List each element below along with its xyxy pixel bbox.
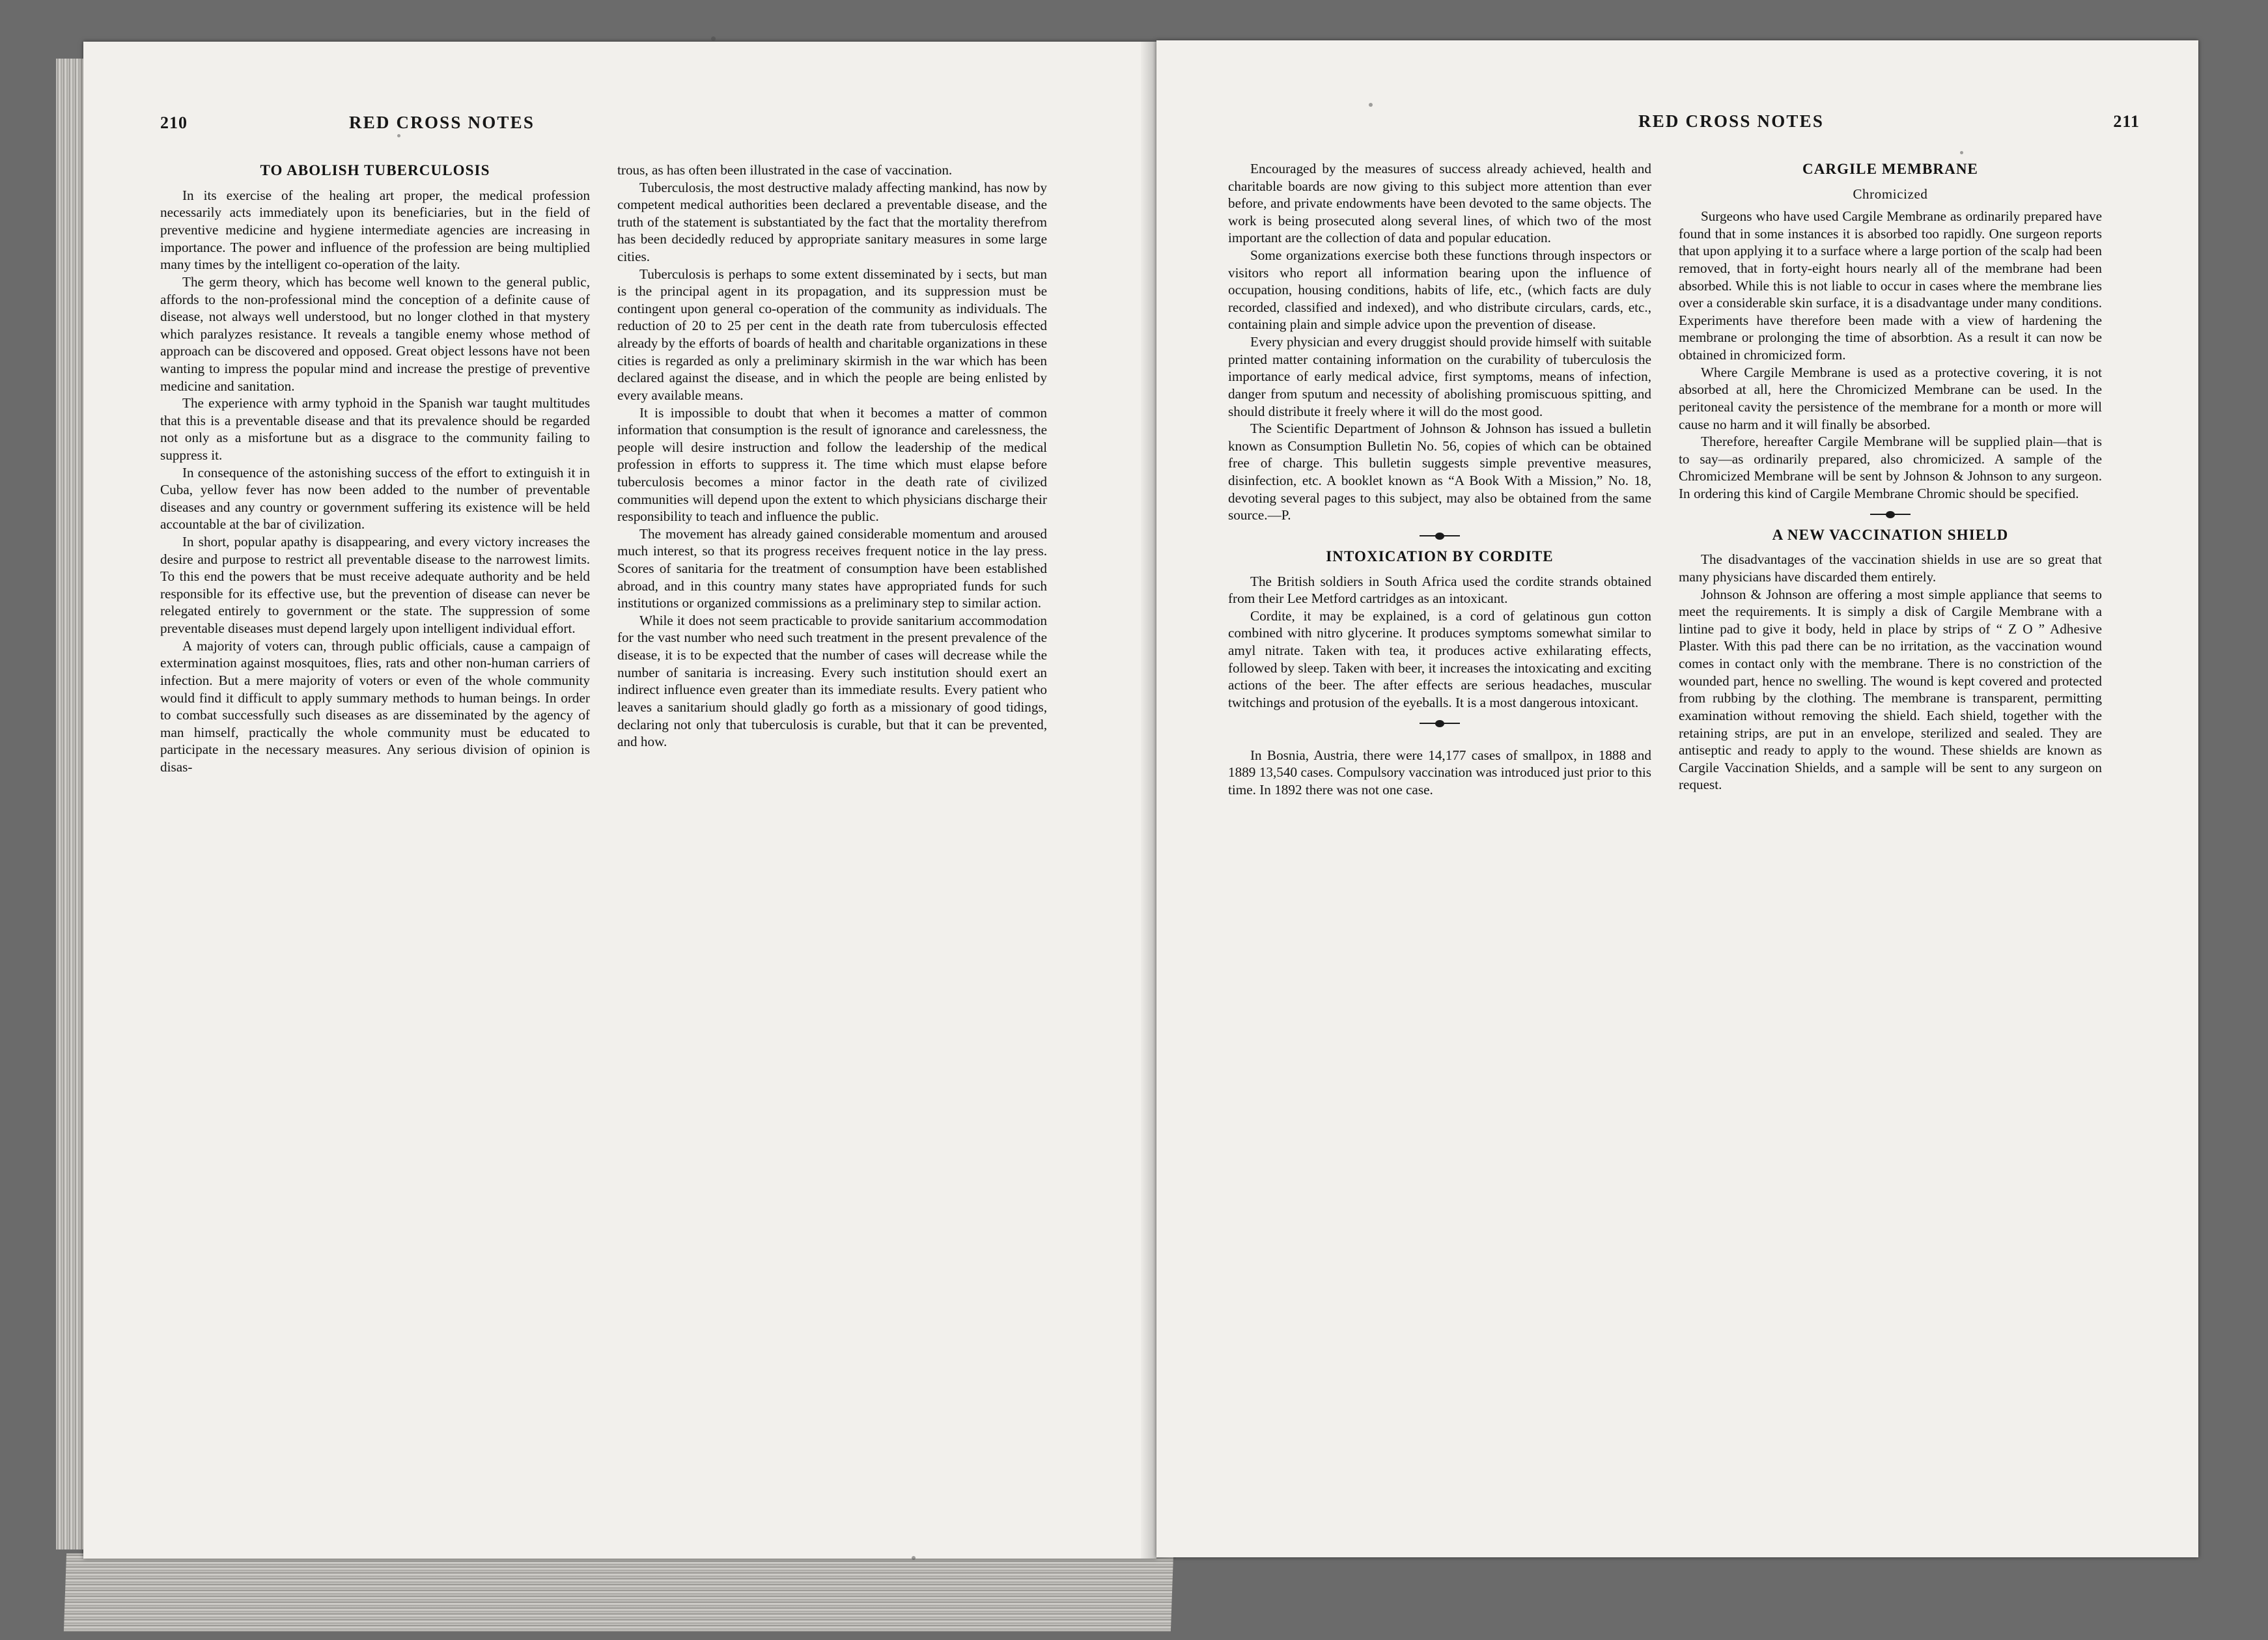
page-right-columns — [1228, 160, 2140, 798]
paragraph: Encouraged by the measures of success already achieved, health and charitable boards are now giving to this subject more attention than ever before, and private endowments have been devoted to the same objects. The work is being prosecuted along several lines, of which two of the most important are the collection of data and popular education. — [1228, 161, 1651, 246]
paragraph: The Scientific Department of Johnson & Johnson has issued a bulletin known as Consumption Bulletin No. 56, copies of which can be obtained free of charge. This bulletin suggests simple preventive measures, disinfection, etc. A booklet known as “A Book With a Mission,” No. 18, devoting several pages to this subject, may also be obtained from the same source.—P. — [1228, 421, 1651, 523]
paragraph: The experience with army typhoid in the Spanish war taught multitudes that this is a preventable disease and that its prevalence should be regarded not only as a misfortune but as a disgrace to the community failing to suppress it. — [160, 395, 590, 463]
paragraph: In its exercise of the healing art proper, the medical profession necessarily acts immediately upon its beneficiaries, but in the field of preventive medicine and hygiene intermediate agencies are increasing in importance. The power and influence of the profession are being multiplied many times by the intelligent co-operation of the laity. — [160, 187, 590, 273]
column-right-1 — [1228, 160, 1651, 798]
section-heading-abolish-tuberculosis: TO ABOLISH TUBERCULOSIS — [260, 162, 490, 178]
page-edge-stack-left — [56, 59, 86, 1550]
paragraph: Where Cargile Membrane is used as a protective covering, it is not absorbed at all, here the Chromicized Membrane can be used. In the peritoneal cavity the persistence of the membrane for a month or more will cause no harm and it will finally be absorbed. — [1679, 364, 2102, 432]
paragraph: The disadvantages of the vaccination shields in use are so great that many physicians have discarded them entirely. — [1679, 551, 2102, 585]
running-head-right: RED CROSS NOTES — [1638, 111, 1825, 131]
paragraph: The British soldiers in South Africa used the cordite strands obtained from their Lee Metford cartridges as an intoxicant. — [1228, 573, 1651, 607]
paragraph: In Bosnia, Austria, there were 14,177 cases of smallpox, in 1888 and 1889 13,540 cases. Compulsory vaccination was introduced just prior to this time. In 1892 there was not one case. — [1228, 747, 1651, 798]
paragraph: Surgeons who have used Cargile Membrane as ordinarily prepared have found that in some instances it is absorbed too rapidly. One surgeon reports that upon applying it to a surface where a large portion of the scalp had been removed, that in forty-eight hours nearly all of the membrane had been absorbed. While this is not liable to occur in cases where the membrane lies over a considerable skin surface, it is a disadvantage under many conditions. Experiments have therefore been made with a view of hardening the membrane or prolonging the time of absorbtion. As a result it can now be obtained in chromicized form. — [1679, 208, 2102, 363]
scan-speck — [711, 36, 716, 41]
paragraph: Tuberculosis, the most destructive malady affecting mankind, has now by competent medical authorities been declared a preventable disease, and the truth of the statement is substantiated by the fact that the mortality therefrom has been decidedly reduced by appropriate sanitary measures in some large cities. — [617, 179, 1047, 265]
scan-speck — [397, 134, 400, 137]
page-right — [1156, 40, 2198, 1557]
paragraph: The movement has already gained considerable momentum and aroused much interest, so that its progress receives frequent notice in the lay press. Scores of sanitaria for the treatment of consumption have been established abroad, and in this country many states have appropriated funds for such institutions or organized commissions as a preliminary step to similar action. — [617, 525, 1047, 611]
page-left-columns — [160, 161, 1085, 776]
section-divider-ornament — [1420, 533, 1460, 539]
section-divider-ornament — [1870, 511, 1911, 518]
column-left-2 — [617, 161, 1047, 776]
page-right-header — [1228, 112, 2140, 132]
paragraph: In consequence of the astonishing success of the effort to extinguish it in Cuba, yellow fever has now been added to the number of preventable diseases and any country or government suffering its existence will be held accountable at the bar of civilization. — [160, 464, 590, 533]
page-right-content — [1228, 112, 2140, 1492]
paragraph: The germ theory, which has become well known to the general public, affords to the non-professional mind the conception of a definite cause of disease, not always well understood, but no longer clothed in that mystery which paralyzes resistance. It reveals a tangible enemy whose method of approach can be discovered and opposed. Great object lessons have not been wanting to impress the popular mind and increase the prestige of preventive medicine and sanitation. — [160, 273, 590, 394]
paragraph: Every physician and every druggist should provide himself with suitable printed matter containing information on the curability of tuberculosis the importance of early medical advice, first symptoms, means of infection, danger from sputum and necessity of abolishing promiscuous spitting, and should distribute it freely where it will do the most good. — [1228, 334, 1651, 419]
paragraph: trous, as has often been illustrated in the case of vaccination. — [617, 162, 953, 178]
scan-speck — [1369, 103, 1373, 107]
folio-left: 210 — [160, 113, 188, 132]
column-left-1 — [160, 161, 590, 776]
section-heading-new-vaccination-shield: A NEW VACCINATION SHIELD — [1772, 526, 2009, 543]
paragraph: Some organizations exercise both these functions through inspectors or visitors who report all information bearing upon the influence of occupation, housing conditions, habits of life, etc., (which facts are duly recorded, classified and indexed), and who distribute circulars, cards, etc., containing plain and simple advice upon the prevention of disease. — [1228, 247, 1651, 333]
paragraph: In short, popular apathy is disappearing, and every victory increases the desire and purpose to restrict all preventable disease to the narrowest limits. To this end the powers that be must receive adequate authority and be held responsible for its effective use, but the prevention of disease can never be relegated entirely to government or the state. The suppression of some preventable diseases must depend largely upon intelligent individual effort. — [160, 534, 590, 637]
paragraph: Cordite, it may be explained, is a cord of gelatinous gun cotton combined with nitro glycerine. It produces symptoms somewhat similar to amyl nitrate. Taken with tea, it produces active exhilarating effects, followed by sleep. Taken with beer, it increases the intoxicating and exciting actions of the beer. The after effects are serious headaches, muscular twitchings and protusion of the eyeballs. It is a most dangerous intoxicant. — [1228, 607, 1651, 710]
column-right-2 — [1679, 160, 2102, 798]
paragraph: While it does not seem practicable to provide sanitarium accommodation for the vast number who need such treatment in the present prevalence of the disease, it is to be expected that the number of cases will decrease while the number of sanitaria is increasing. Every such institution should exert an indirect influence even greater than its immediate results. Every patient who leaves a sanitarium should gladly go forth as a missionary of good tidings, declaring not only that tuberculosis is curable, but that it can be prevented, and how. — [617, 612, 1047, 750]
folio-right: 211 — [2113, 112, 2140, 131]
section-heading-cargile-membrane: CARGILE MEMBRANE — [1802, 161, 1978, 177]
running-head-left: RED CROSS NOTES — [349, 113, 535, 132]
scan-speck — [1960, 151, 1963, 154]
page-edge-stack-bottom — [64, 1553, 1173, 1632]
section-heading-intoxication-by-cordite: INTOXICATION BY CORDITE — [1326, 548, 1554, 564]
paragraph: A majority of voters can, through public officials, cause a campaign of extermination against mosquitoes, flies, rats and other non-human carriers of infection. But a mere majority of voters or even of the whole community would find it difficult to apply summary methods to human beings. In order to combat successfully such diseases as are disseminated by the agency of man himself, practically the whole community must be educated to participate in the necessary measures. Any serious division of opinion is disas- — [160, 637, 590, 775]
section-divider-ornament — [1420, 720, 1460, 727]
page-left — [83, 42, 1156, 1559]
scan-speck — [912, 1556, 916, 1560]
section-subheading-chromicized: Chromicized — [1853, 186, 1928, 202]
paragraph: It is impossible to doubt that when it becomes a matter of common information that consumption is the result of ignorance and carelessness, the people will desire instruction and follow the leadership of the medical profession in efforts to suppress it. The time which must elapse before tuberculosis becomes a minor factor in the death rate of civilized communities will depend upon the extent to which physicians discharge their responsibility to teach and influence the public. — [617, 404, 1047, 525]
spacer — [1228, 735, 1651, 747]
page-left-header — [160, 113, 1085, 133]
paragraph: Tuberculosis is perhaps to some extent disseminated by i sects, but man is the principal agent in its propagation, and its suppression must be contingent upon general co-operation of the community as individuals. The reduction of 20 to 25 per cent in the death rate from tuberculosis effected already by the efforts of boards of health and charitable organizations in these cities is regarded as only a preliminary skirmish in the war which has been declared against the disease, and in which the people are being enlisted by every available means. — [617, 266, 1047, 403]
paragraph: Johnson & Johnson are offering a most simple appliance that seems to meet the requirements. It is simply a disk of Cargile Membrane with a lintine pad to give it body, held in place by strips of “ Z O ” Adhesive Plaster. With this pad there can be no irritation, as the vaccination wound comes in contact only with the membrane. There is no constriction of the wounded part, hence no swelling. The wound is kept covered and protected from rubbing by the clothing. The membrane is transparent, permitting examination without removing the shield. Each shield, together with the retaining strips, are put in an envelope, sterilized and sealed. They are antiseptic and ready to apply to the wound. These shields are known as Cargile Vaccination Shields, and a sample will be sent to any surgeon on request. — [1679, 586, 2102, 793]
page-left-content — [160, 113, 1085, 1494]
paragraph: Therefore, hereafter Cargile Membrane will be supplied plain—that is to say—as ordinarily prepared, also chromicized. A sample of the Chromicized Membrane will be sent by Johnson & Johnson to any surgeon. In ordering this kind of Cargile Membrane Chromic should be specified. — [1679, 434, 2102, 501]
